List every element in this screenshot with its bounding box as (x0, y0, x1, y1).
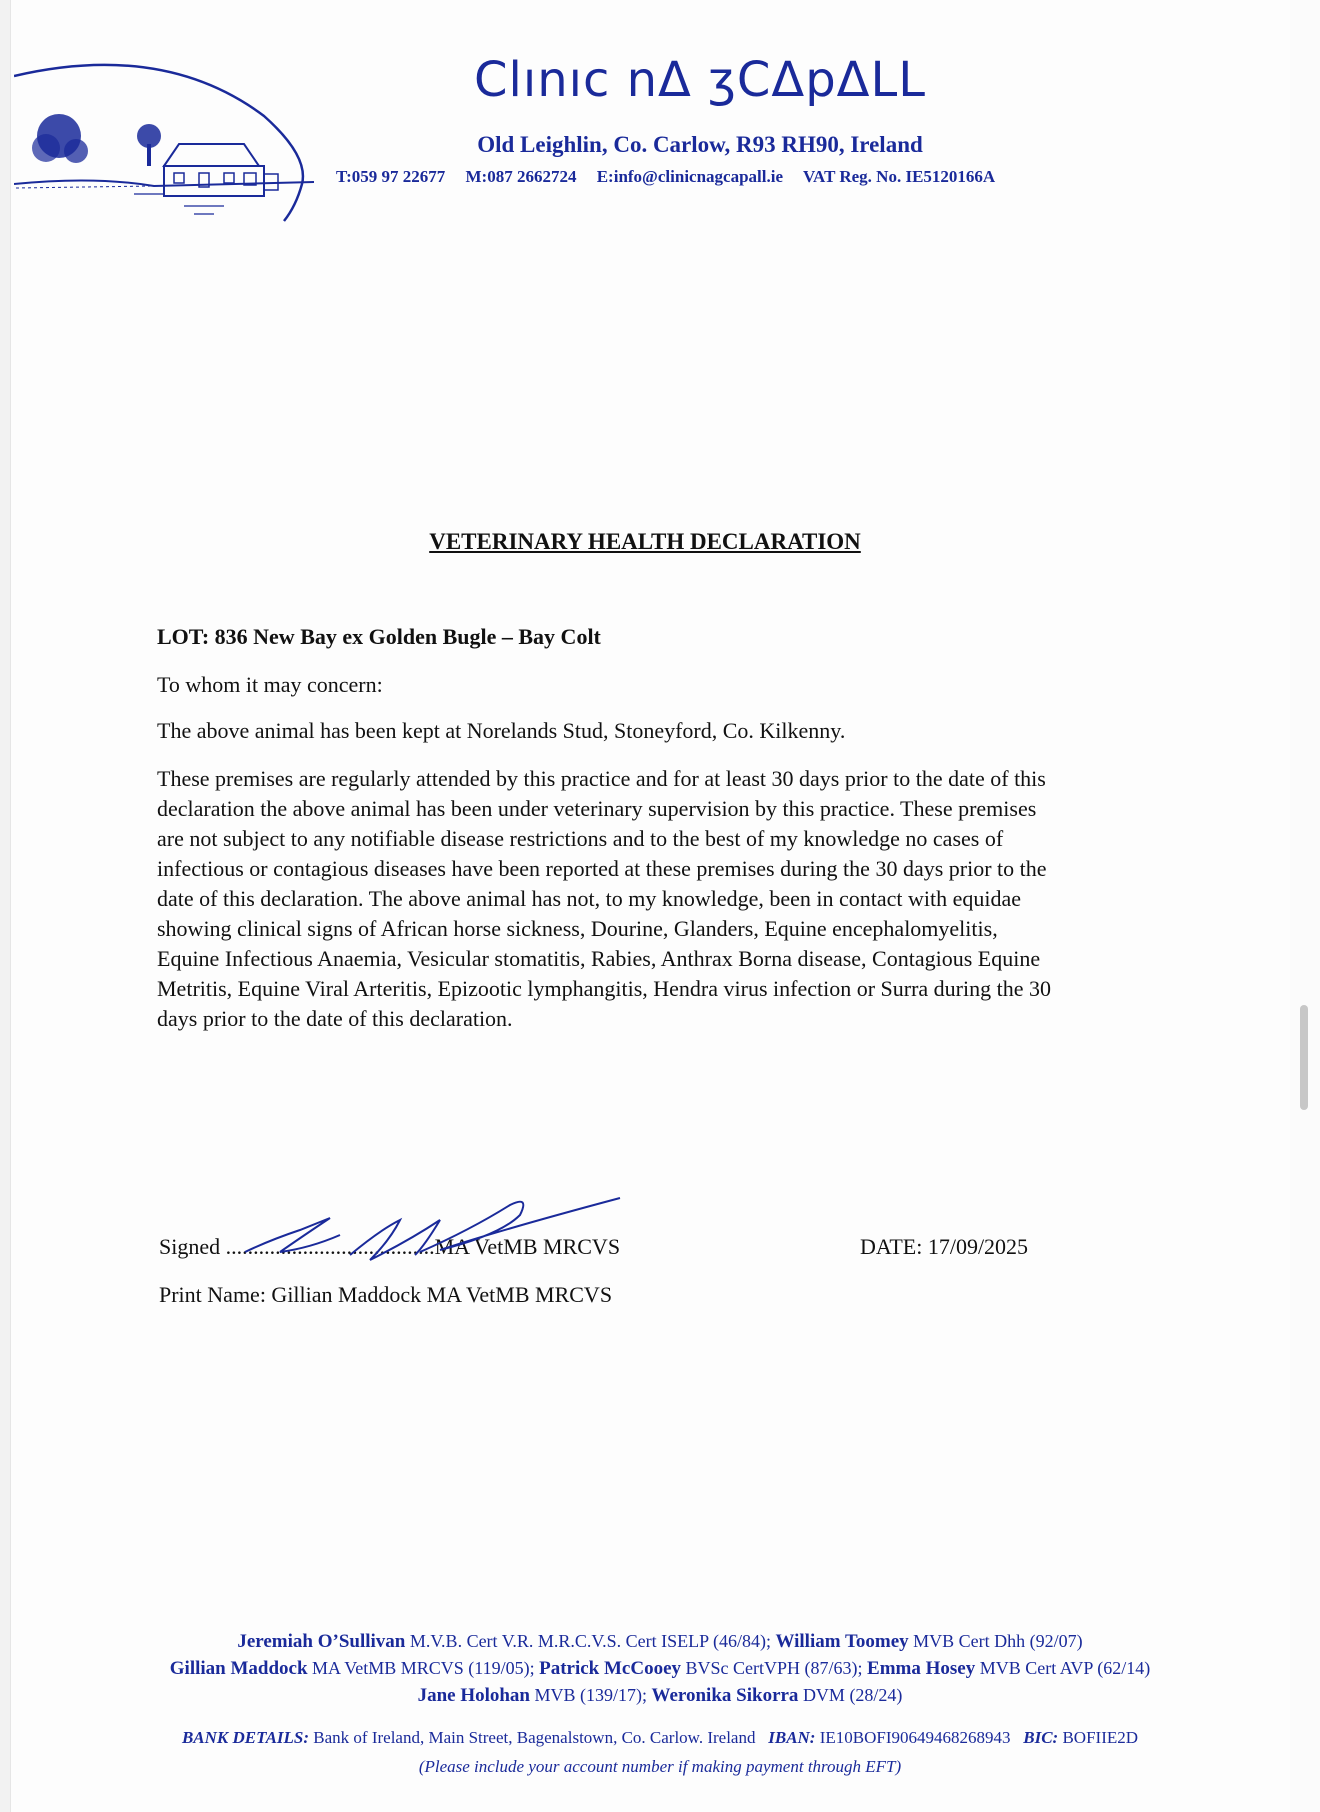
kept-at-statement: The above animal has been kept at Norelands Stud, Stoneyford, Co. Kilkenny. (157, 718, 846, 743)
clinic-mobile: M:087 2662724 (465, 167, 577, 186)
signed-label: Signed (159, 1234, 221, 1259)
iban-value: IE10BOFI90649468268943 (815, 1728, 1011, 1747)
vet-quals: MVB Cert AVP (62/14) (975, 1658, 1151, 1678)
bank-value: Bank of Ireland, Main Street, Bagenalstown, Co. Carlow. Ireland (309, 1728, 756, 1747)
clinic-logo (14, 56, 314, 226)
handwritten-signature (240, 1190, 630, 1270)
bic-label: BIC: (1023, 1728, 1059, 1747)
bank-label: BANK DETAILS: (181, 1728, 310, 1747)
print-name: Print Name: Gillian Maddock MA VetMB MRCVS (159, 1282, 613, 1307)
paragraph-line: showing clinical signs of African horse sickness, Dourine, Glanders, Equine encephalomyelitis, (157, 916, 998, 941)
vet-name: Gillian Maddock (169, 1658, 308, 1679)
signed-suffix: MA VetMB MRCVS (434, 1234, 621, 1259)
vet-name: Emma Hosey (867, 1658, 976, 1679)
scrollbar-thumb[interactable] (1300, 1005, 1308, 1110)
clinic-address: Old Leighlin, Co. Carlow, R93 RH90, Ireland (477, 132, 923, 157)
vet-quals: M.V.B. Cert V.R. M.R.C.V.S. Cert ISELP (46/84); (405, 1631, 771, 1651)
footer-line-3 (60, 1682, 1260, 1709)
document-title: VETERINARY HEALTH DECLARATION (429, 529, 861, 554)
footer-line-2 (60, 1655, 1260, 1682)
declaration-paragraph (157, 764, 1157, 1034)
vet-name: Weronika Sikorra (651, 1685, 799, 1706)
vet-quals: DVM (28/24) (798, 1685, 903, 1705)
vet-quals: MVB (139/17); (530, 1685, 648, 1705)
clinic-email: E:info@clinicnagcapall.ie (596, 167, 784, 186)
paragraph-line: declaration the above animal has been under veterinary supervision by this practice. These premises (157, 796, 1037, 821)
vet-quals: BVSc CertVPH (87/63); (681, 1658, 863, 1678)
bank-details (60, 1728, 1260, 1748)
viewer-left-edge (0, 0, 11, 1812)
clinic-vat: VAT Reg. No. IE5120166A (802, 167, 996, 186)
vet-name: William Toomey (775, 1631, 909, 1652)
paragraph-line: Metritis, Equine Viral Arteritis, Epizootic lymphangitis, Hendra virus infection or Surra during the 30 (157, 976, 1051, 1001)
paragraph-line: infectious or contagious diseases have been reported at these premises during the 30 days prior to the (157, 856, 1047, 881)
viewer-right-edge (1290, 0, 1320, 1812)
salutation: To whom it may concern: (157, 672, 383, 697)
paragraph-line: are not subject to any notifiable disease restrictions and to the best of my knowledge no cases of (157, 826, 1004, 851)
signed-dots: ...................................... (225, 1234, 435, 1259)
eft-note: (Please include your account number if making payment through EFT) (418, 1757, 902, 1776)
footer-vets (60, 1628, 1260, 1709)
footer-line-1 (60, 1628, 1260, 1655)
paragraph-line: days prior to the date of this declaration. (157, 1006, 513, 1031)
paragraph-line: These premises are regularly attended by this practice and for at least 30 days prior to the date of this (157, 766, 1046, 791)
clinic-phone: T:059 97 22677 (336, 167, 446, 186)
vet-quals: MVB Cert Dhh (92/07) (908, 1631, 1083, 1651)
clinic-name: Clınıc nΔ ʒCΔpΔLL (474, 52, 926, 108)
paragraph-line: date of this declaration. The above animal has not, to my knowledge, been in contact with equidae (157, 886, 1022, 911)
declaration-date: DATE: 17/09/2025 (860, 1234, 1029, 1259)
lot-line: LOT: 836 New Bay ex Golden Bugle – Bay Colt (157, 624, 601, 649)
paragraph-line: Equine Infectious Anaemia, Vesicular stomatitis, Rabies, Anthrax Borna disease, Contagious Equine (157, 946, 1041, 971)
vet-name: Jane Holohan (417, 1685, 531, 1706)
vet-name: Patrick McCooey (539, 1658, 682, 1679)
clinic-contact-line (336, 167, 1076, 187)
bic-value: BOFIIE2D (1058, 1728, 1139, 1747)
vet-quals: MA VetMB MRCVS (119/05); (307, 1658, 535, 1678)
iban-label: IBAN: (768, 1728, 816, 1747)
vet-name: Jeremiah O’Sullivan (237, 1631, 406, 1652)
